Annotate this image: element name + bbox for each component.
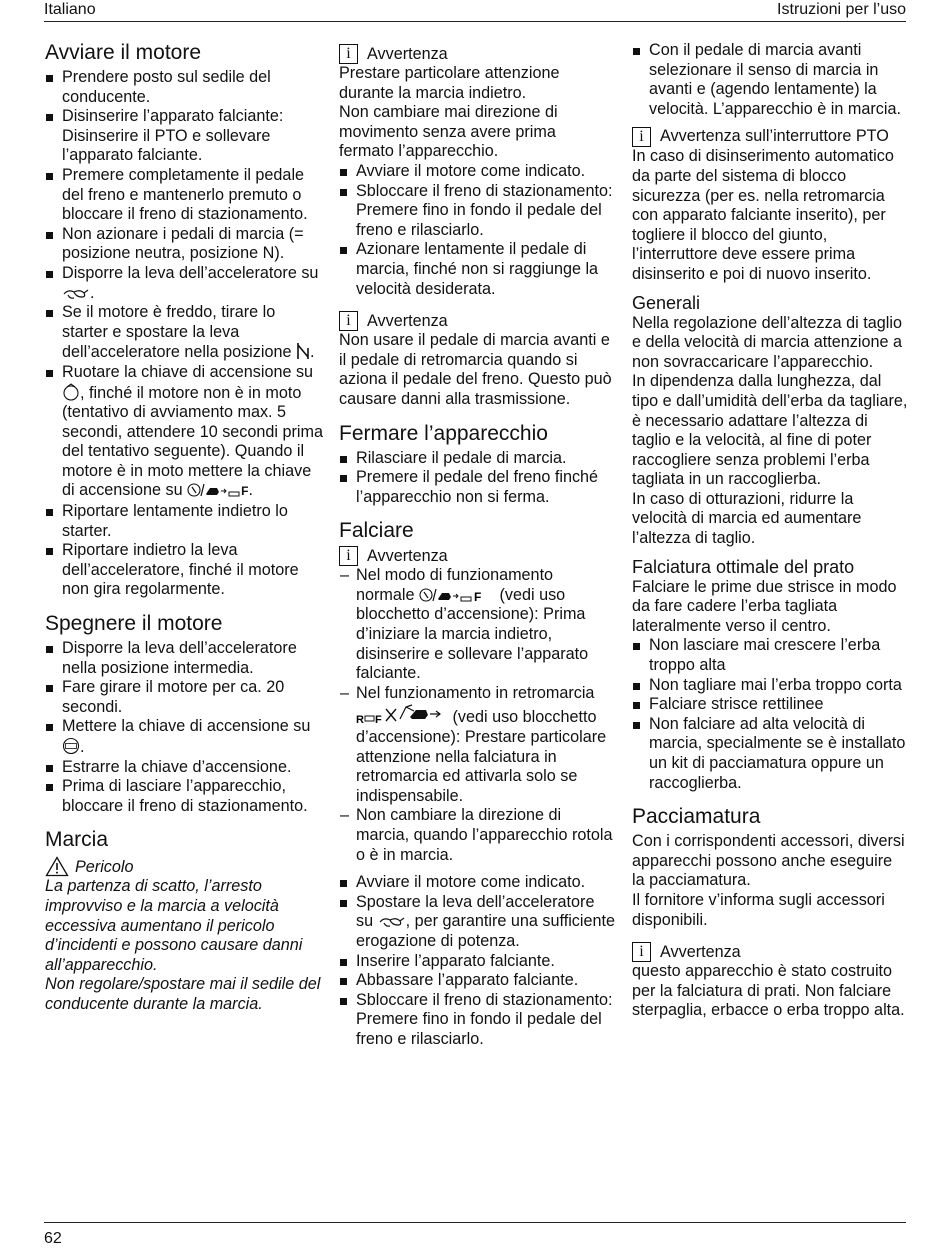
- paragraph: In caso di otturazioni, ridurre la velocità di marcia ed aumentare l’altezza di taglio.: [632, 489, 862, 548]
- heading-start-engine: Avviare il motore: [45, 41, 202, 64]
- info-icon: i: [339, 44, 358, 64]
- drive-position-icon: [187, 482, 241, 498]
- info-icon: i: [632, 127, 651, 147]
- mowing-notes-list: [339, 566, 615, 865]
- list-item-text: Nel funzionamento in retromarcia: [356, 683, 595, 702]
- list-item: Estrarre la chiave d’accensione.: [45, 758, 323, 778]
- svg-text:R: R: [356, 714, 364, 726]
- list-item: Non lasciare mai crescere l’erba troppo alta: [632, 636, 908, 675]
- list-item: Non azionare i pedali di marcia (= posizione neutra, posizione N).: [45, 225, 323, 264]
- note-label: Avvertenza: [367, 312, 448, 331]
- page-number: 62: [44, 1230, 62, 1247]
- page-header: [44, 0, 906, 22]
- list-item: Disinserire l’apparato falciante: Disinserire il PTO e sollevare l’apparato falciante.: [45, 107, 323, 166]
- list-item: Avviare il motore come indicato.: [339, 162, 615, 182]
- list-item-text: Premere fino in fondo il pedale del freno e rilasciarlo.: [356, 1010, 602, 1048]
- column-right: [632, 41, 908, 1021]
- list-item: [45, 717, 323, 757]
- list-item-text: Ruotare la chiave di accensione su: [62, 362, 314, 381]
- list-item: [45, 363, 323, 502]
- svg-text:F: F: [473, 589, 482, 603]
- danger-text-2: Non regolare/spostare mai il sedile del conducente durante la marcia.: [45, 975, 321, 1013]
- list-item-text: Se il motore è freddo, tirare lo starter e spostare la leva dell’acceleratore nella posizione: [62, 303, 292, 362]
- list-item: Rilasciare il pedale di marcia.: [339, 449, 615, 469]
- warning-triangle-icon: [45, 856, 69, 877]
- paragraph: Il fornitore v’informa sugli accessori disponibili.: [632, 890, 885, 929]
- list-item: Riportare indietro la leva dell’acceleratore, finché il motore non gira regolarmente.: [45, 541, 323, 600]
- column-left: [45, 41, 323, 1015]
- list-item: – Non cambiare la direzione di marcia, quando l’apparecchio rotola o è in marcia.: [339, 806, 615, 865]
- heading-optimal-mowing: Falciatura ottimale del prato: [632, 556, 855, 577]
- list-item: [339, 684, 615, 807]
- note-text: Non usare il pedale di marcia avanti e il pedale di retromarcia quando si aziona il pedale del freno. Questo può causare danni alla trasmissione.: [339, 331, 612, 408]
- list-item-text: Sbloccare il freno di stazionamento:: [356, 990, 613, 1009]
- list-item: Avviare il motore come indicato.: [339, 873, 615, 893]
- note-text: Prestare particolare attenzione durante la marcia indietro.: [339, 64, 560, 102]
- stop-steps-list: [45, 639, 323, 816]
- list-item-text: .: [80, 738, 85, 756]
- info-icon: i: [339, 311, 358, 331]
- list-item: [339, 893, 615, 952]
- stop-machine-list: [339, 449, 615, 508]
- info-icon: i: [339, 546, 358, 566]
- danger-text: La partenza di scatto, l’arresto improvviso e la marcia a velocità eccessiva aumentano il pericolo d’incidenti e possono causare danni all’apparecchio.: [45, 877, 303, 974]
- list-item: Con il pedale di marcia avanti selezionare il senso di marcia in avanti e (agendo lentamente) la velocità. L’apparecchio è in marcia.: [632, 41, 908, 119]
- note-heading: [339, 546, 615, 566]
- rabbit-icon: [378, 913, 406, 929]
- list-item: Prendere posto sul sedile del conducente.: [45, 68, 323, 107]
- rabbit-icon: [62, 285, 90, 301]
- note-heading: [632, 942, 908, 962]
- list-item-text: Spostare la leva dell’acceleratore su: [356, 892, 595, 931]
- forward-step-list: [632, 41, 908, 119]
- heading-mowing: Falciare: [339, 519, 414, 543]
- list-item: Sbloccare il freno di stazionamento: Premere fino in fondo il pedale del freno e rilasciarlo.: [339, 182, 615, 241]
- forward-symbol-label: F: [241, 484, 249, 499]
- note-heading: [339, 44, 615, 64]
- note-text: Non cambiare mai direzione di movimento senza avere prima fermato l’apparecchio.: [339, 103, 558, 161]
- stop-key-icon: [62, 737, 80, 755]
- list-item-text: (vedi uso blocchetto d’accensione): Prestare particolare attenzione nella falciatura in retromarcia ed attivarla solo se indispensabile.: [356, 708, 607, 805]
- list-item: Non tagliare mai l’erba troppo corta: [632, 676, 908, 696]
- list-item: Non falciare ad alta velocità di marcia, specialmente se è installato un kit di pacciamatura oppure un raccoglierba.: [632, 715, 908, 793]
- list-item: Azionare lentamente il pedale di marcia, finché non si raggiunge la velocità desiderata.: [339, 240, 615, 299]
- paragraph: In dipendenza dalla lunghezza, dal tipo e dall’umidità dell’erba da tagliare, è necessario adattare l’altezza di taglio e la velocità, al fine di poter raccogliere senza problemi l’erba tagliata in un raccoglierba.: [632, 372, 908, 489]
- list-item: Prima di lasciare l’apparecchio, bloccare il freno di stazionamento.: [45, 777, 323, 816]
- list-item-text: , per garantire una sufficiente erogazione di potenza.: [356, 912, 615, 950]
- list-item: [45, 264, 323, 303]
- note-label: Avvertenza: [367, 45, 448, 63]
- heading-stop-engine: Spegnere il motore: [45, 612, 223, 636]
- danger-label: Pericolo: [75, 858, 134, 877]
- list-item-text: Nel modo di funzionamento normale: [356, 566, 554, 604]
- paragraph: Con i corrispondenti accessori, diversi apparecchi possono anche eseguire la pacciamatura.: [632, 832, 905, 890]
- optimal-mowing-list: [632, 636, 908, 793]
- info-icon: i: [632, 942, 651, 962]
- choke-icon: [296, 342, 310, 360]
- list-item: Premere il pedale del freno finché l’apparecchio non si ferma.: [339, 468, 615, 507]
- note-label: Avvertenza: [367, 547, 448, 566]
- list-item: Falciare strisce rettilinee: [632, 695, 908, 715]
- list-item: Disporre la leva dell’acceleratore nella posizione intermedia.: [45, 639, 323, 678]
- footer-rule: [44, 1222, 906, 1223]
- reverse-mowing-icon: [356, 703, 448, 725]
- note-heading: [632, 127, 908, 147]
- list-item-text: .: [248, 481, 253, 500]
- list-item: [339, 566, 615, 684]
- note-label: Avvertenza sull’interruttore PTO: [660, 127, 889, 146]
- drive-steps-list: [339, 162, 615, 299]
- header-title: Istruzioni per l’uso: [777, 1, 906, 18]
- note-heading: [339, 311, 615, 331]
- note-text: In caso di disinserimento automatico da parte del sistema di blocco sicurezza (per es. nella retromarcia con apparato falciante inserito), per togliere il blocco del giunto, l’interruttore deve essere prima disinserito e poi di nuovo inserito.: [632, 147, 894, 283]
- paragraph: Falciare le prime due strisce in modo da fare cadere l’erba tagliata lateralmente verso il centro.: [632, 577, 897, 635]
- list-item-text: Mettere la chiave di accensione su: [62, 717, 311, 736]
- list-item: Fare girare il motore per ca. 20 secondi.: [45, 678, 323, 717]
- danger-heading: [45, 856, 323, 877]
- mowing-steps-list: [339, 873, 615, 1049]
- list-item: Premere completamente il pedale del freno e mantenerlo premuto o bloccare il freno di stazionamento.: [45, 166, 323, 225]
- heading-general: Generali: [632, 292, 701, 313]
- note-text: questo apparecchio è stato costruito per la falciatura di prati. Non falciare sterpaglia, erbacce o erba troppo alta.: [632, 962, 905, 1020]
- heading-mulching: Pacciamatura: [632, 805, 761, 829]
- list-item: Abbassare l’apparato falciante.: [339, 971, 615, 991]
- heading-stop-machine: Fermare l’apparecchio: [339, 421, 548, 445]
- note-label: Avvertenza: [660, 943, 741, 962]
- list-item-text: Disporre la leva dell’acceleratore su: [62, 263, 319, 282]
- list-item-text: (vedi uso blocchetto d’accensione): Prima d’iniziare la marcia indietro, disinserire e sollevare l’apparato falciante.: [356, 585, 589, 683]
- start-key-icon: [62, 383, 80, 401]
- list-item-text: .: [309, 343, 315, 362]
- paragraph: Nella regolazione dell’altezza di taglio e della velocità di marcia attenzione a non sovraccaricare l’apparecchio.: [632, 313, 902, 371]
- drive-position-icon: [419, 587, 495, 603]
- list-item: Inserire l’apparato falciante.: [339, 952, 615, 972]
- list-item: [339, 991, 615, 1050]
- list-item: Riportare lentamente indietro lo starter.: [45, 502, 323, 541]
- start-steps-list: [45, 68, 323, 600]
- list-item-text: , finché il motore non è in moto (tentativo di avviamento max. 5 secondi, attendere 10 secondi prima del tentativo seguente). Quando il motore è in moto mettere la chiave di accensione su: [62, 383, 323, 500]
- header-language: Italiano: [44, 1, 96, 18]
- heading-driving: Marcia: [45, 828, 109, 852]
- svg-text:F: F: [375, 714, 382, 726]
- column-middle: [339, 44, 615, 1050]
- list-item-text: .: [90, 283, 95, 302]
- list-item: [45, 303, 323, 363]
